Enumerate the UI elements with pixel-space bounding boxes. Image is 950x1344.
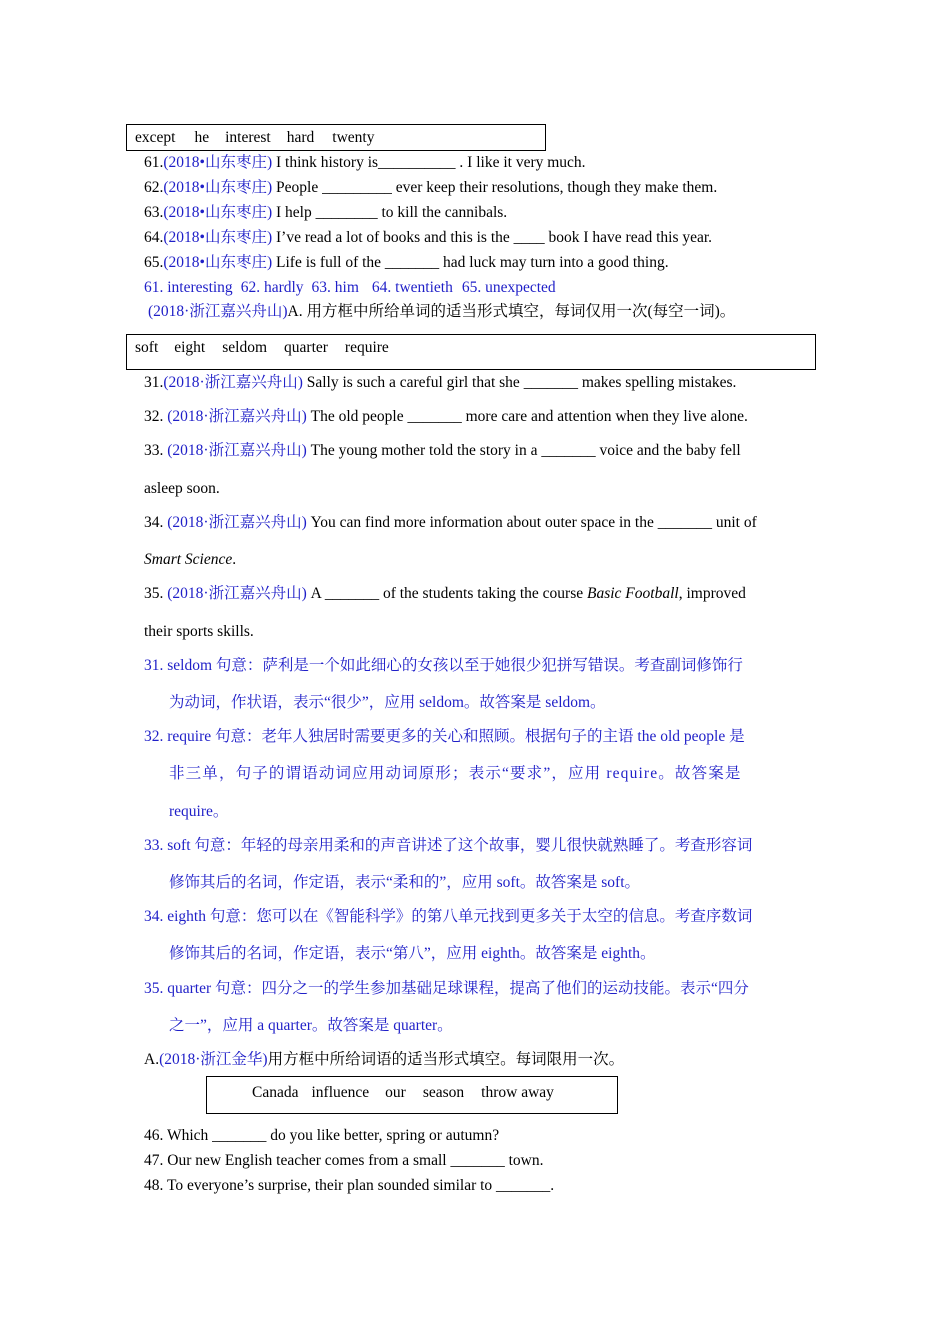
question-34 bbox=[144, 513, 757, 533]
word-box-word: throw away bbox=[481, 1084, 554, 1101]
question-33 bbox=[144, 441, 741, 461]
explanation-32-line-2: 非三单，句子的谓语动词应用动词原形；表示“要求”，应用 require。故答案是 bbox=[169, 765, 742, 782]
answer-item: 62. hardly bbox=[240, 279, 304, 296]
question-source: (2018·浙江嘉兴舟山) bbox=[163, 374, 303, 391]
word-box-word: season bbox=[422, 1084, 465, 1101]
explanation-34-line-1: 34. eighth 句意：您可以在《智能科学》的第八单元找到更多关于太空的信息。考查序数词 bbox=[144, 908, 753, 925]
question-63 bbox=[144, 203, 507, 223]
question-64 bbox=[144, 228, 712, 248]
explanation-32-line-3: require。 bbox=[169, 803, 229, 820]
question-number: 61. bbox=[144, 154, 164, 171]
word-box-word: eight bbox=[174, 339, 206, 356]
question-text: You can find more information about outer space in the _______ unit of bbox=[306, 514, 757, 531]
word-box-word: require bbox=[344, 339, 389, 356]
word-box-word: hard bbox=[286, 129, 315, 146]
section-instruction: A. 用方框中所给单词的适当形式填空，每词仅用一次(每空一词)。 bbox=[287, 303, 736, 320]
question-61 bbox=[144, 153, 586, 173]
question-35 bbox=[144, 584, 746, 604]
question-number: 35. bbox=[144, 585, 168, 602]
question-text: . bbox=[232, 551, 237, 568]
question-text: Sally is such a careful girl that she _______ makes spelling mistakes. bbox=[302, 374, 737, 391]
question-32 bbox=[144, 407, 748, 427]
question-number: 33. bbox=[144, 442, 168, 459]
question-number: 65. bbox=[144, 254, 164, 271]
question-number: 64. bbox=[144, 229, 164, 246]
question-text: A _______ of the students taking the course bbox=[306, 585, 587, 602]
question-number: 34. bbox=[144, 514, 168, 531]
word-box-word: influence bbox=[311, 1084, 370, 1101]
question-text: Life is full of the _______ had luck may turn into a good thing. bbox=[272, 254, 669, 271]
word-box-word: interest bbox=[225, 129, 271, 146]
explanation-31-line-1: 31. seldom 句意：萨利是一个如此细心的女孩以至于她很少犯拼写错误。考查副词修饰行 bbox=[144, 657, 743, 674]
explanation-31-line-2: 为动词，作状语，表示“很少”，应用 seldom。故答案是 seldom。 bbox=[169, 694, 606, 711]
section-instruction: 用方框中所给词语的适当形式填空。每词限用一次。 bbox=[267, 1051, 625, 1068]
answer-item: 64. twentieth bbox=[371, 279, 453, 296]
question-source: (2018•山东枣庄) bbox=[163, 229, 273, 246]
question-source: (2018·浙江嘉兴舟山) bbox=[167, 442, 307, 459]
question-number: 63. bbox=[144, 204, 164, 221]
question-source: (2018·浙江嘉兴舟山) bbox=[167, 408, 307, 425]
question-text: People _________ ever keep their resolutions, though they make them. bbox=[272, 179, 718, 196]
word-box-word: seldom bbox=[222, 339, 268, 356]
question-31 bbox=[144, 373, 736, 393]
word-box-word: our bbox=[385, 1084, 406, 1101]
word-box-2-words bbox=[135, 338, 389, 358]
explanation-32-line-1: 32. require 句意：老年人独居时需要更多的关心和照顾。根据句子的主语 the old people 是 bbox=[144, 728, 745, 745]
section-prefix: A. bbox=[144, 1051, 160, 1068]
section-source: (2018·浙江嘉兴舟山) bbox=[148, 303, 288, 320]
question-text: I’ve read a lot of books and this is the ____ book I have read this year. bbox=[272, 229, 713, 246]
answer-item: 65. unexpected bbox=[461, 279, 556, 296]
question-source: (2018•山东枣庄) bbox=[163, 154, 273, 171]
explanation-35-line-2: 之一”，应用 a quarter。故答案是 quarter。 bbox=[169, 1017, 453, 1034]
question-number: 31. bbox=[144, 374, 164, 391]
question-source: (2018•山东枣庄) bbox=[163, 204, 273, 221]
question-source: (2018·浙江嘉兴舟山) bbox=[167, 514, 307, 531]
answer-item: 63. him bbox=[311, 279, 359, 296]
section-2-header bbox=[148, 302, 735, 322]
question-46: 46. Which _______ do you like better, spring or autumn? bbox=[144, 1127, 500, 1144]
word-box-word: quarter bbox=[284, 339, 328, 356]
question-65 bbox=[144, 253, 669, 273]
word-box-1-words bbox=[135, 128, 374, 148]
question-33-continued: asleep soon. bbox=[144, 480, 220, 497]
explanation-34-line-2: 修饰其后的名词，作定语，表示“第八”，应用 eighth。故答案是 eighth。 bbox=[169, 945, 656, 962]
word-box-word: twenty bbox=[332, 129, 375, 146]
answer-item: 61. interesting bbox=[144, 279, 233, 296]
question-source: (2018·浙江嘉兴舟山) bbox=[167, 585, 307, 602]
question-34-continued bbox=[144, 550, 236, 570]
explanation-35-line-1: 35. quarter 句意：四分之一的学生参加基础足球课程，提高了他们的运动技能。表示“四分 bbox=[144, 980, 749, 997]
question-text: The old people _______ more care and attention when they live alone. bbox=[306, 408, 748, 425]
explanation-33-line-1: 33. soft 句意：年轻的母亲用柔和的声音讲述了这个故事，婴儿很快就熟睡了。考查形容词 bbox=[144, 837, 753, 854]
book-title: Smart Science bbox=[144, 551, 233, 568]
question-number: 32. bbox=[144, 408, 168, 425]
section-source: (2018·浙江金华) bbox=[159, 1051, 268, 1068]
answers-61-65 bbox=[144, 278, 556, 298]
word-box-word: he bbox=[194, 129, 210, 146]
word-box-word: soft bbox=[135, 339, 159, 356]
word-box-word: except bbox=[135, 129, 176, 146]
course-title: Basic Football bbox=[587, 585, 679, 602]
section-3-header bbox=[144, 1050, 624, 1070]
word-box-3-words bbox=[252, 1083, 554, 1103]
question-text: I think history is__________ . I like it very much. bbox=[272, 154, 586, 171]
question-48: 48. To everyone’s surprise, their plan sounded similar to _______. bbox=[144, 1177, 555, 1194]
question-62 bbox=[144, 178, 717, 198]
explanation-33-line-2: 修饰其后的名词，作定语，表示“柔和的”，应用 soft。故答案是 soft。 bbox=[169, 874, 641, 891]
question-text: I help ________ to kill the cannibals. bbox=[272, 204, 508, 221]
question-text: The young mother told the story in a _______ voice and the baby fell bbox=[306, 442, 741, 459]
question-source: (2018•山东枣庄) bbox=[163, 179, 273, 196]
question-number: 62. bbox=[144, 179, 164, 196]
question-source: (2018•山东枣庄) bbox=[163, 254, 273, 271]
question-35-continued: their sports skills. bbox=[144, 623, 254, 640]
question-text: , improved bbox=[678, 585, 746, 602]
word-box-word: Canada bbox=[252, 1084, 299, 1101]
question-47: 47. Our new English teacher comes from a small _______ town. bbox=[144, 1152, 544, 1169]
